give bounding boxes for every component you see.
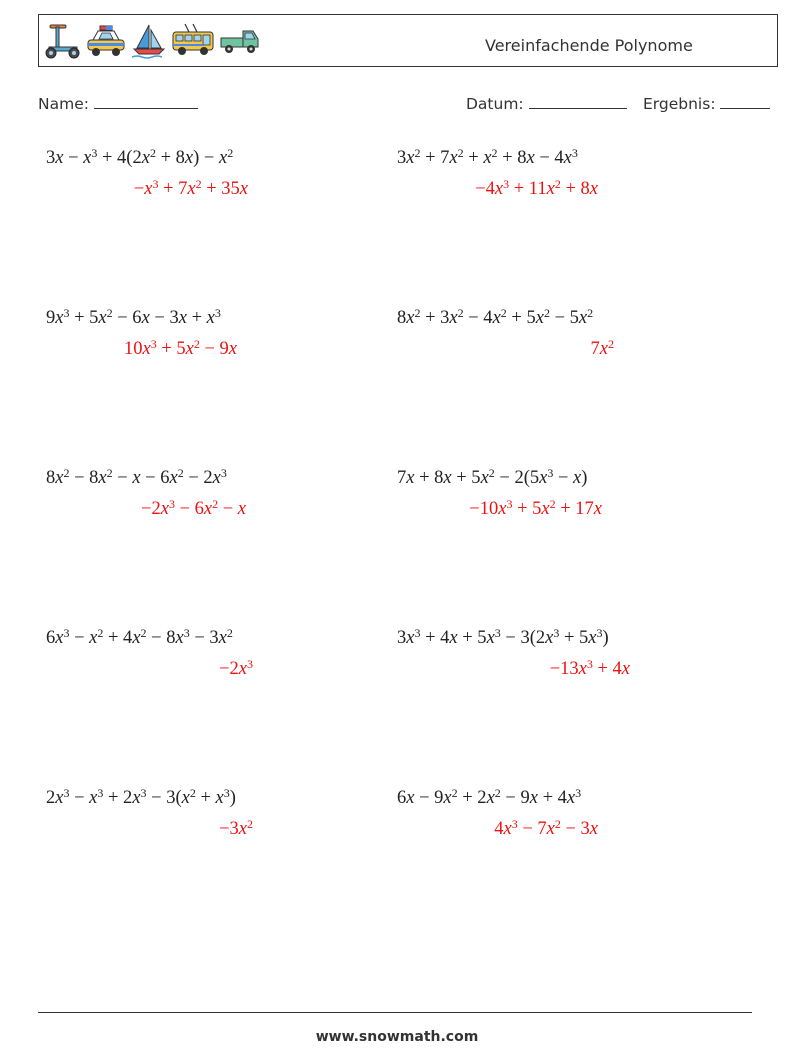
problem-question: $7x + 8x + 5x^2 - 2(5x^3 - x)$ bbox=[397, 466, 588, 488]
problem-1-answer: $-x^3 + 7x^2 + 35x$ bbox=[133, 177, 248, 199]
result-label: Ergebnis: bbox=[643, 95, 716, 113]
problem-question: $2x^3 - x^3 + 2x^3 - 3(x^2 + x^3)$ bbox=[46, 786, 236, 808]
problem-question: $8x^2 - 8x^2 - x - 6x^2 - 2x^3$ bbox=[46, 466, 227, 488]
date-blank[interactable] bbox=[529, 93, 627, 109]
problem-4 bbox=[397, 308, 593, 329]
problem-6 bbox=[397, 468, 587, 489]
name-blank[interactable] bbox=[94, 93, 198, 109]
footer-rule bbox=[38, 1012, 752, 1013]
problem-10 bbox=[397, 788, 581, 809]
problem-9-answer: $-3x^2$ bbox=[219, 817, 253, 839]
icon-strip bbox=[45, 20, 261, 62]
problem-2 bbox=[397, 148, 578, 169]
name-field bbox=[38, 93, 198, 113]
problem-question: $3x - x^3 + 4(2x^2 + 8x) - x^2$ bbox=[46, 146, 234, 168]
footer-website: www.snowmath.com bbox=[315, 1029, 479, 1045]
result-field bbox=[643, 93, 770, 113]
problem-8-answer: $-13x^3 + 4x$ bbox=[549, 657, 630, 679]
problem-question: $9x^3 + 5x^2 - 6x - 3x + x^3$ bbox=[46, 306, 221, 328]
problem-question: $3x^3 + 4x + 5x^3 - 3(2x^3 + 5x^3)$ bbox=[397, 626, 609, 648]
problem-question: $6x^3 - x^2 + 4x^2 - 8x^3 - 3x^2$ bbox=[46, 626, 233, 648]
problem-3-answer: $10x^3 + 5x^2 - 9x$ bbox=[123, 337, 237, 359]
name-label: Name: bbox=[38, 95, 89, 113]
result-blank[interactable] bbox=[720, 93, 770, 109]
problem-10-answer: $4x^3 - 7x^2 - 3x$ bbox=[494, 817, 598, 839]
problem-4-answer: $7x^2$ bbox=[590, 337, 614, 359]
problem-7-answer: $-2x^3$ bbox=[219, 657, 253, 679]
date-label: Datum: bbox=[466, 95, 524, 113]
problem-5 bbox=[46, 468, 227, 489]
page-title: Vereinfachende Polynome bbox=[485, 36, 693, 55]
problem-6-answer: $-10x^3 + 5x^2 + 17x$ bbox=[469, 497, 602, 519]
problem-question: $8x^2 + 3x^2 - 4x^2 + 5x^2 - 5x^2$ bbox=[397, 306, 594, 328]
truck-icon bbox=[219, 22, 261, 60]
bus-icon bbox=[171, 22, 215, 60]
police-car-icon bbox=[85, 22, 127, 60]
problem-5-answer: $-2x^3 - 6x^2 - x$ bbox=[141, 497, 246, 519]
problem-8 bbox=[397, 628, 609, 649]
problem-2-answer: $-4x^3 + 11x^2 + 8x$ bbox=[475, 177, 598, 199]
problem-3 bbox=[46, 308, 221, 329]
problem-1 bbox=[46, 148, 233, 169]
segway-icon bbox=[45, 22, 81, 60]
problem-9 bbox=[46, 788, 236, 809]
header-box bbox=[38, 14, 778, 67]
problem-7 bbox=[46, 628, 233, 649]
sailboat-icon bbox=[131, 22, 167, 60]
date-field bbox=[466, 93, 627, 113]
problem-question: $6x - 9x^2 + 2x^2 - 9x + 4x^3$ bbox=[397, 786, 582, 808]
problem-question: $3x^2 + 7x^2 + x^2 + 8x - 4x^3$ bbox=[397, 146, 578, 168]
